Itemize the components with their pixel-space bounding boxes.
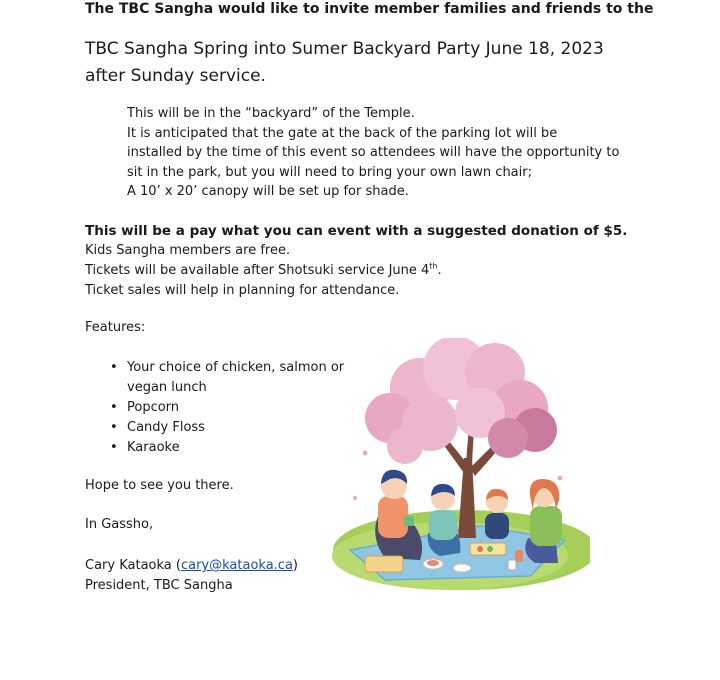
person-4: [525, 479, 562, 563]
tickets-end: .: [437, 263, 442, 278]
details-line: A 10’ x 20’ canopy will be set up for shade.: [127, 184, 409, 199]
feature-text: Popcorn: [127, 400, 180, 415]
intro-line: The TBC Sangha would like to invite member families and friends to the: [85, 1, 654, 17]
feature-item: [108, 398, 348, 418]
feature-text: Karaoke: [127, 440, 180, 455]
signature-name: Cary Kataoka (: [85, 558, 181, 573]
headline-line-2: after Sunday service.: [85, 66, 266, 86]
tickets-sup: th: [429, 261, 438, 271]
headline-line-1: TBC Sangha Spring into Sumer Backyard Party June 18, 2023: [85, 39, 604, 59]
features-list: [108, 358, 348, 458]
donation-line: This will be a pay what you can event with a suggested donation of $5.: [85, 223, 628, 239]
planning-line: Ticket sales will help in planning for attendance.: [85, 283, 400, 298]
feature-item: [108, 358, 348, 398]
signature-block: [85, 556, 298, 596]
feature-item: [108, 418, 348, 438]
salutation: In Gassho,: [85, 517, 154, 532]
email-link[interactable]: cary@kataoka.ca: [180, 558, 293, 573]
features-label: Features:: [85, 320, 146, 335]
details-line: installed by the time of this event so attendees will have the opportunity to: [127, 145, 620, 160]
tickets-line: [85, 261, 685, 281]
signature-title: President, TBC Sangha: [85, 578, 233, 593]
event-details: [127, 104, 667, 202]
signature-name-line: [85, 556, 298, 576]
closing-line: Hope to see you there.: [85, 478, 234, 493]
details-line: sit in the park, but you will need to bring your own lawn chair;: [127, 164, 532, 180]
bullet-icon: •: [110, 360, 118, 375]
signature-paren: ): [292, 558, 298, 573]
event-headline: [85, 36, 685, 90]
feature-text: Candy Floss: [127, 420, 205, 435]
ticket-info: [85, 221, 685, 301]
picnic-illustration: [330, 338, 590, 598]
feature-text: Your choice of chicken, salmon or vegan lunch: [127, 360, 345, 395]
details-line: It is anticipated that the gate at the back of the parking lot will be: [127, 125, 558, 141]
bullet-icon: •: [110, 400, 118, 415]
bullet-icon: •: [110, 420, 118, 435]
details-line: This will be in the “backyard” of the Temple.: [127, 106, 415, 121]
tickets-text: Tickets will be available after Shotsuki service June 4: [85, 263, 430, 278]
bullet-icon: •: [110, 440, 118, 455]
person-2: [428, 484, 461, 556]
kids-line: Kids Sangha members are free.: [85, 243, 291, 258]
feature-item: [108, 438, 348, 458]
